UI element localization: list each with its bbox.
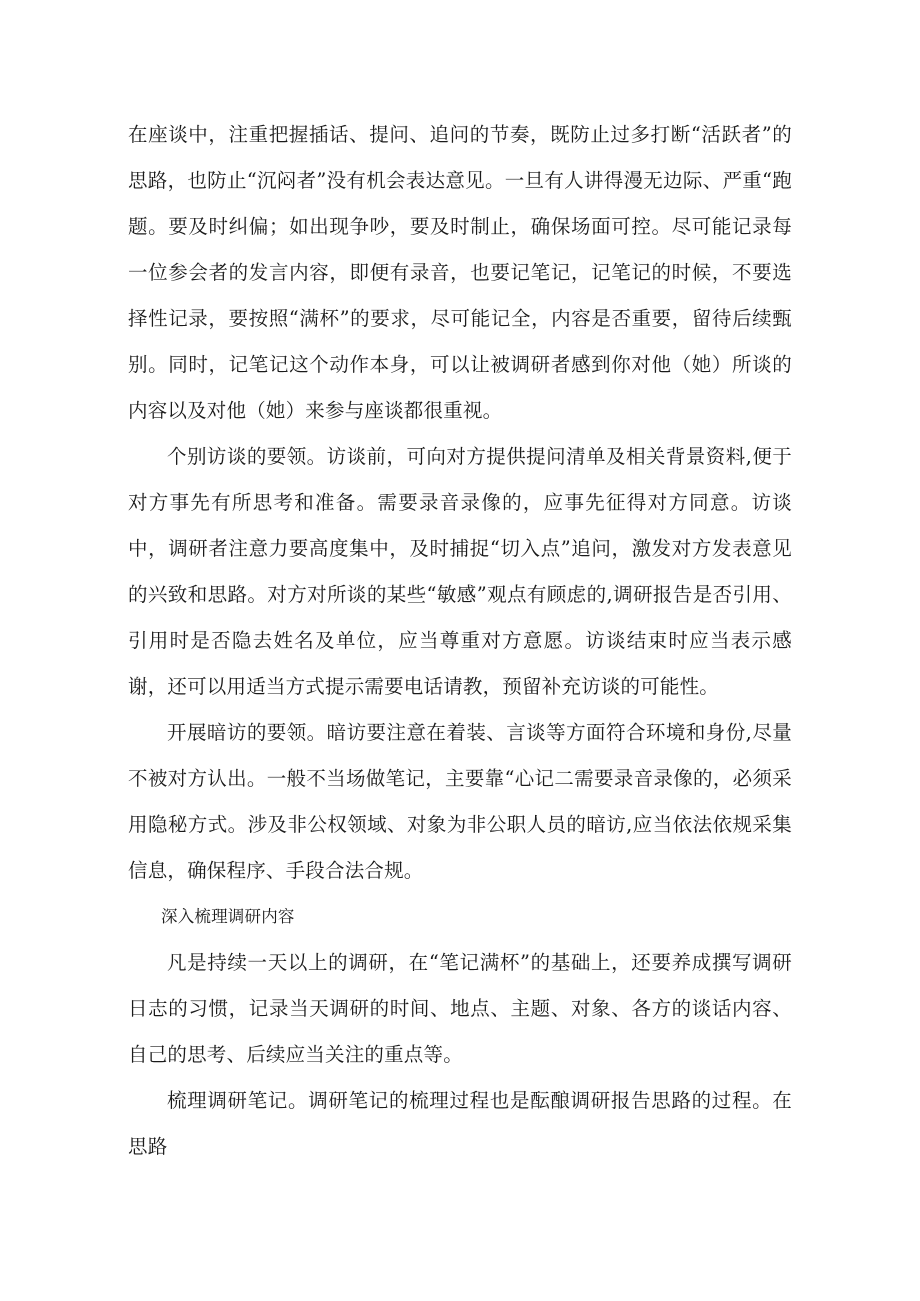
document-body bbox=[128, 112, 792, 1170]
paragraph-research-log: 凡是持续一天以上的调研，在“笔记满杯”的基础上，还要养成撰写调研日志的习惯，记录当天调研的时间、地点、主题、对象、各方的谈话内容、自己的思考、后续应当关注的重点等。 bbox=[128, 951, 792, 1066]
paragraph-undercover-visit: 开展暗访的要领。暗访要注意在着装、言谈等方面符合环境和身份,尽量不被对方认出。一般不当场做笔记，主要靠“心记二需要录音录像的，必须采用隐秘方式。涉及非公权领域、对象为非公职人员的暗访,应当依法依规采集信息，确保程序、手段合法合规。 bbox=[128, 721, 792, 882]
paragraph-individual-interview: 个别访谈的要领。访谈前，可向对方提供提问清单及相关背景资料,便于对方事先有所思考和准备。需要录音录像的，应事先征得对方同意。访谈中，调研者注意力要高度集中，及时捕捉“切入点”追问，激发对方发表意见的兴致和思路。对方对所谈的某些“敏感”观点有顾虑的,调研报告是否引用、引用时是否隐去姓名及单位，应当尊重对方意愿。访谈结束时应当表示感谢，还可以用适当方式提示需要电话请教，预留补充访谈的可能性。 bbox=[128, 445, 792, 698]
paragraph-sort-notes: 梳理调研笔记。调研笔记的梳理过程也是酝酿调研报告思路的过程。在思路 bbox=[128, 1089, 792, 1158]
section-heading: 深入梳理调研内容 bbox=[161, 907, 295, 926]
paragraph-symposium: 在座谈中，注重把握插话、提问、追问的节奏，既防止过多打断“活跃者”的思路，也防止“沉闷者”没有机会表达意见。一旦有人讲得漫无边际、严重“跑题。要及时纠偏；如出现争吵，要及时制止，确保场面可控。尽可能记录每一位参会者的发言内容，即便有录音，也要记笔记，记笔记的时候，不要选择性记录，要按照“满杯”的要求，尽可能记全，内容是否重要，留待后续甄别。同时，记笔记这个动作本身，可以让被调研者感到你对他（她）所谈的内容以及对他（她）来参与座谈都很重视。 bbox=[128, 123, 792, 422]
